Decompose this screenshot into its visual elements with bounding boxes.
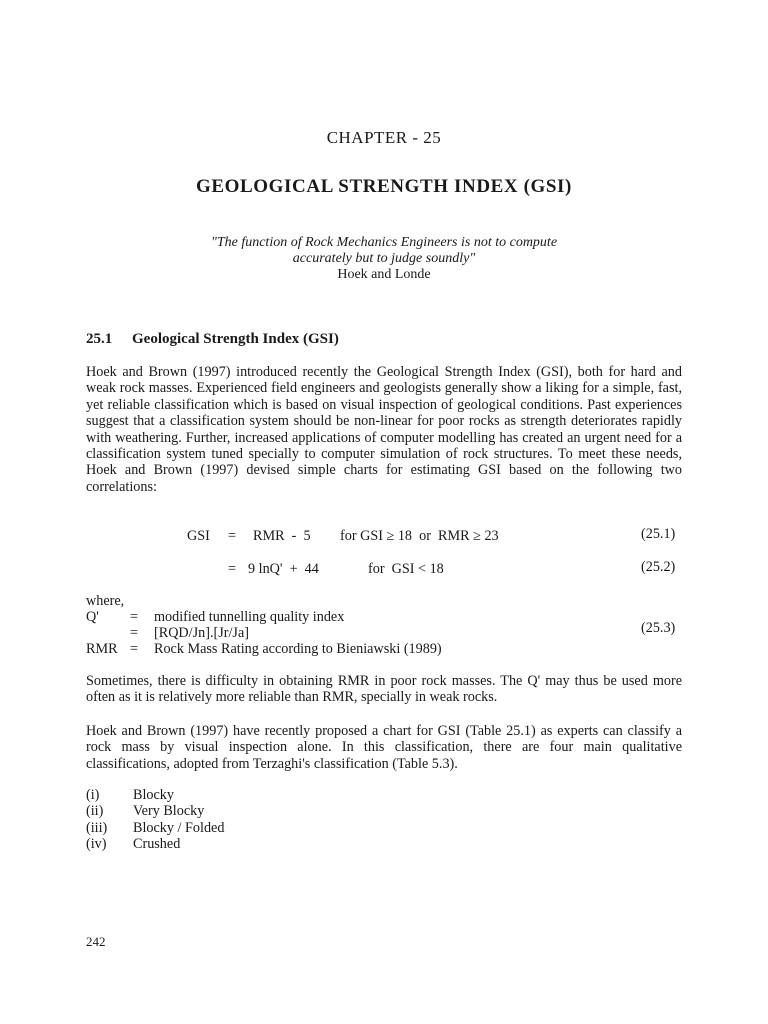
quote-line-2: accurately but to judge soundly" xyxy=(292,251,476,266)
equation-1-condition: for GSI ≥ 18 or RMR ≥ 23 xyxy=(340,528,499,544)
definition-q xyxy=(86,609,344,625)
paragraph-rmr-difficulty: Sometimes, there is difficulty in obtaining RMR in poor rock masses. The Q' may thus be used more often as it is relatively more reliable than RMR, specially in weak rocks. xyxy=(86,673,682,706)
equation-2-number: (25.2) xyxy=(641,559,676,575)
where-label: where, xyxy=(86,593,125,609)
list-item xyxy=(86,787,224,803)
epigraph xyxy=(0,235,768,283)
equation-1-lhs: GSI xyxy=(187,528,210,544)
definition-symbol: RMR xyxy=(86,641,118,657)
list-text: Very Blocky xyxy=(133,803,205,820)
definition-symbol: Q' xyxy=(86,609,99,625)
list-item xyxy=(86,803,224,819)
paragraph-gsi-chart: Hoek and Brown (1997) have recently proposed a chart for GSI (Table 25.1) as experts can classify a rock mass by visual inspection alone. In this classification, there are four main qualitative classifications, adopted from Terzaghi's classification (Table 5.3). xyxy=(86,723,682,772)
definition-q-formula xyxy=(86,625,249,641)
equation-3-number: (25.3) xyxy=(641,620,676,636)
definition-equals: = xyxy=(130,641,139,657)
equation-2-condition: for GSI < 18 xyxy=(368,561,444,577)
equation-2-rhs: 9 lnQ' + 44 xyxy=(248,561,319,577)
equation-1-rhs: RMR - 5 xyxy=(253,528,311,544)
chapter-heading: CHAPTER - 25 xyxy=(326,128,442,147)
list-text: Crushed xyxy=(133,836,181,853)
definition-text: Rock Mass Rating according to Bieniawski (1989) xyxy=(154,641,442,657)
definition-equals: = xyxy=(130,609,139,625)
equation-1-number: (25.1) xyxy=(641,526,676,542)
definition-rmr xyxy=(86,641,442,657)
page-number: 242 xyxy=(86,934,106,949)
list-marker: (iv) xyxy=(86,836,107,853)
paragraph-intro: Hoek and Brown (1997) introduced recently the Geological Strength Index (GSI), both for hard and weak rock masses. Experienced field engineers and geologists generally show a liking for a simple, fast, yet reliable classification which is based on visual inspection of geological conditions. Past experiences suggest that a classification system should be non-linear for poor rocks as strength deteriorates rapidly with weathering. Further, increased applications of computer modelling has created an urgent need for a classification system tuned specially to computer simulation of rock structures. To meet these needs, Hoek and Brown (1997) devised simple charts for estimating GSI based on the following two correlations: xyxy=(86,364,682,495)
list-marker: (i) xyxy=(86,787,100,803)
list-marker: (iii) xyxy=(86,819,108,836)
equation-2-op: = xyxy=(228,561,237,577)
quote-line-1: "The function of Rock Mechanics Engineers is not to compute xyxy=(210,235,558,250)
definition-text: [RQD/Jn].[Jr/Ja] xyxy=(154,625,249,641)
equation-1-op: = xyxy=(228,528,237,544)
section-number: 25.1 xyxy=(86,331,113,347)
list-item xyxy=(86,820,224,836)
section-heading xyxy=(86,331,339,348)
section-title: Geological Strength Index (GSI) xyxy=(132,331,339,347)
definition-text: modified tunnelling quality index xyxy=(154,609,345,625)
list-marker: (ii) xyxy=(86,803,104,820)
classification-list xyxy=(86,787,224,853)
quote-author: Hoek and Londe xyxy=(337,267,431,282)
list-item xyxy=(86,836,224,852)
chapter-title: GEOLOGICAL STRENGTH INDEX (GSI) xyxy=(196,176,572,197)
definition-equals: = xyxy=(130,625,139,641)
list-text: Blocky xyxy=(133,787,174,803)
list-text: Blocky / Folded xyxy=(133,819,225,836)
